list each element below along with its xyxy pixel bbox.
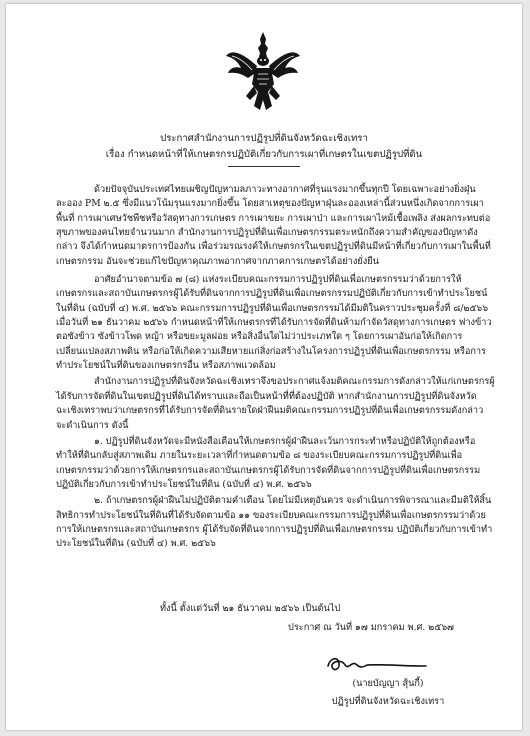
separator-line [228,166,300,167]
document-page [6,4,522,730]
paragraph-notice: สำนักงานการปฏิรูปที่ดินจังหวัดฉะเชิงเทราจึงขอประกาศแจ้งมติคณะกรรมการดังกล่าวให้แก่เกษตรกรผู้ได้รับการจัดที่ดินในเขตปฏิรูปที่ดินได้ทราบและถือเป็นหน้าที่ที่ต้องปฏิบัติ หากสำนักงานการปฏิรูปที่ดินจังหวัดฉะเชิงเทราพบว่าเกษตรกรที่ได้รับการจัดที่ดินรายใดฝ่าฝืนมติคณะกรรมการปฏิรูปที่ดินเพื่อเกษตรกรรมดังกล่าว จะดำเนินการ ดังนี้ [56,376,495,431]
signatory-position: ปฏิรูปที่ดินจังหวัดฉะเชิงเทรา [331,696,445,707]
paragraph-authority: อาศัยอำนาจตามข้อ ๗ (๘) แห่งระเบียบคณะกรรมการปฏิรูปที่ดินเพื่อเกษตรกรรมว่าด้วยการให้เกษตรกรและสถาบันเกษตรกรผู้ได้รับที่ดินจากการปฏิรูปที่ดินเพื่อเกษตรกรรมปฏิบัติเกี่ยวกับการเข้าทำประโยชน์ในที่ดิน (ฉบับที่ ๔) พ.ศ. ๒๕๖๖ คณะกรรมการปฏิรูปที่ดินเพื่อเกษตรกรรมได้มีมติในคราวประชุมครั้งที่ ๘/๒๕๖๖ เมื่อวันที่ ๒๑ ธันวาคม ๒๕๖๖ กำหนดหน้าที่ให้เกษตรกรที่ได้รับการจัดที่ดินห้ามกำจัดวัสดุทางการเกษตร ฟางข้าว ตอซังข้าว ซังข้าวโพด หญ้า หรือขยะมูลฝอย หรือสิ่งอื่นใดไม่ว่าประเภทใด ๆ โดยการเผาอันก่อให้เกิดการเปลี่ยนแปลงสภาพดิน หรือก่อให้เกิดความเสียหายแก่สิ่งก่อสร้างในโครงการปฏิรูปที่ดินเพื่อเกษตรกรรม หรือการทำประโยชน์ในที่ดินของเกษตรกรอื่น หรือสภาพแวดล้อม [56,274,492,372]
announcement-title: ประกาศสำนักงานการปฏิรูปที่ดินจังหวัดฉะเชิงเทรา [160,133,368,144]
announcement-date: ประกาศ ณ วันที่ ๑๗ มกราคม พ.ศ. ๒๕๖๗ [288,622,454,633]
garuda-emblem-icon [224,30,302,112]
handwritten-signature [322,652,432,676]
paragraph-background: ด้วยปัจจุบันประเทศไทยเผชิญปัญหามลภาวะทางอากาศที่รุนแรงมากขึ้นทุกปี โดยเฉพาะอย่างยิ่งฝุ่นละออง PM ๒.๕ ซึ่งมีแนวโน้มรุนแรงมากยิ่งขึ้น โดยสาเหตุของปัญหาฝุ่นละอองเหล่านี้ส่วนหนึ่งเกิดจากการเผาพื้นที่ การเผาเศษวัชพืชหรือวัสดุทางการเกษตร การเผาขยะ การเผาป่า และการเผาไหม้เชื้อเพลิง ส่งผลกระทบต่อสุขภาพของคนไทยจำนวนมาก สำนักงานการปฏิรูปที่ดินเพื่อเกษตรกรรมตระหนักถึงความสำคัญของปัญหาดังกล่าว จึงได้กำหนดมาตรการป้องกัน เพื่อร่วมรณรงค์ให้เกษตรกรในเขตปฏิรูปที่ดินมีหน้าที่เกี่ยวกับการเผาในพื้นที่เกษตรกรรม อันจะช่วยแก้ไขปัญหาคุณภาพอากาศจากภาคการเกษตรได้อย่างยั่งยืน [56,184,491,267]
announcement-subject: เรื่อง กำหนดหน้าที่ให้เกษตรกรปฏิบัติเกี่ยวกับการเผาที่เกษตรในเขตปฏิรูปที่ดิน [105,149,423,160]
paragraph-measure-1: ๑. ปฏิรูปที่ดินจังหวัดจะมีหนังสือเตือนให้เกษตรกรผู้ฝ่าฝืนละเว้นการกระทำหรือปฏิบัติให้ถูกต้องหรือทำให้ที่ดินกลับสู่สภาพเดิม ภายในระยะเวลาที่กำหนดตามข้อ ๘ ของระเบียบคณะกรรมการปฏิรูปที่ดินเพื่อเกษตรกรรมว่าด้วยการให้เกษตรกรและสถาบันเกษตรกรผู้ได้รับการจัดที่ดินจากการปฏิรูปที่ดินเพื่อเกษตรกรรมปฏิบัติเกี่ยวกับการเข้าทำประโยชน์ในที่ดิน (ฉบับที่ ๔) พ.ศ. ๒๕๖๖ [56,435,481,490]
signatory-name: (นายบัญญา สุ้นกี้) [352,678,424,689]
announcement-body [56,183,496,552]
effective-date: ทั้งนี้ ตั้งแต่วันที่ ๒๑ ธันวาคม ๒๕๖๖ เป็นต้นไป [160,603,341,614]
paragraph-measure-2: ๒. ถ้าเกษตรกรผู้ฝ่าฝืนไม่ปฏิบัติตามคำเตือน โดยไม่มีเหตุอันควร จะดำเนินการพิจารณาและมีมติให้สิ้นสิทธิการทำประโยชน์ในที่ดินที่ได้รับจัดตามข้อ ๑๑ ของระเบียบคณะกรรมการปฏิรูปที่ดินเพื่อเกษตรกรรมว่าด้วยการให้เกษตรกรและสถาบันเกษตรกร ผู้ได้รับจัดที่ดินจากการปฏิรูปที่ดินเพื่อเกษตรกรรม ปฏิบัติเกี่ยวกับการเข้าทำประโยชน์ในที่ดิน (ฉบับที่ ๔) พ.ศ. ๒๕๖๖ [56,495,493,550]
